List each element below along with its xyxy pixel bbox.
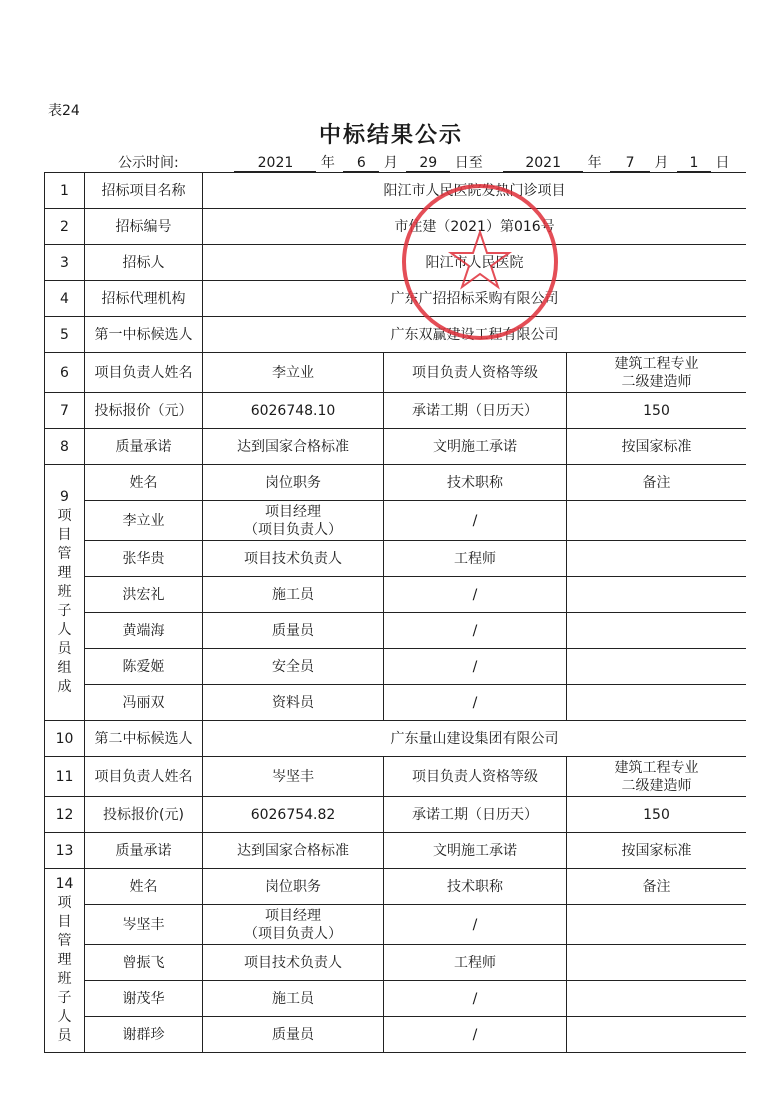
year-unit: 年 — [320, 155, 335, 171]
member-post: 项目技术负责人 — [203, 945, 384, 981]
row-number: 2 — [45, 209, 85, 245]
row-number: 1 — [45, 173, 85, 209]
field-value: 广东双赢建设工程有限公司 — [203, 317, 747, 353]
field-label: 招标人 — [85, 245, 203, 281]
row-number: 6 — [45, 353, 85, 393]
field-label: 第二中标候选人 — [85, 721, 203, 757]
row-number: 7 — [45, 393, 85, 429]
member-title: / — [384, 649, 567, 685]
vertical-char: 理 — [57, 952, 72, 968]
member-name: 岑坚丰 — [85, 905, 203, 945]
member-post: 质量员 — [203, 1017, 384, 1053]
vertical-char: 子 — [57, 603, 72, 619]
team-header-post: 岗位职务 — [203, 869, 384, 905]
table-row — [45, 281, 747, 317]
member-title: / — [384, 501, 567, 541]
end-year: 2021 — [503, 155, 583, 172]
vertical-char: 管 — [57, 546, 72, 562]
day-unit: 日 — [715, 155, 730, 171]
member-note — [567, 649, 747, 685]
member-title: / — [384, 577, 567, 613]
member-title: / — [384, 981, 567, 1017]
table-row — [45, 245, 747, 281]
field-value: 阳江市人民医院发热门诊项目 — [203, 173, 747, 209]
start-day: 29 — [406, 155, 450, 172]
field-label: 第一中标候选人 — [85, 317, 203, 353]
member-name: 曾振飞 — [85, 945, 203, 981]
field-value: 建筑工程专业 二级建造师 — [567, 353, 747, 393]
vertical-char: 项 — [57, 508, 72, 524]
field-value: 6026754.82 — [203, 797, 384, 833]
page-title: 中标结果公示 — [318, 123, 463, 148]
team-header-title: 技术职称 — [384, 465, 567, 501]
table-row — [45, 869, 747, 905]
vertical-char: 项 — [57, 895, 72, 911]
row-number: 10 — [45, 721, 85, 757]
field-value: 阳江市人民医院 — [203, 245, 747, 281]
month-unit: 月 — [383, 155, 398, 171]
end-month: 7 — [610, 155, 650, 172]
team-row — [45, 649, 747, 685]
row-number: 12 — [45, 797, 85, 833]
team-header-note: 备注 — [567, 869, 747, 905]
field-label: 项目负责人资格等级 — [384, 757, 567, 797]
team-row — [45, 501, 747, 541]
member-title: / — [384, 613, 567, 649]
field-label: 文明施工承诺 — [384, 833, 567, 869]
field-value: 广东量山建设集团有限公司 — [203, 721, 747, 757]
member-post: 施工员 — [203, 577, 384, 613]
team-section-label — [45, 869, 85, 1053]
field-label: 承诺工期（日历天） — [384, 393, 567, 429]
row-number: 13 — [45, 833, 85, 869]
vertical-char: 成 — [57, 679, 72, 695]
team-header-post: 岗位职务 — [203, 465, 384, 501]
field-label: 文明施工承诺 — [384, 429, 567, 465]
team-header-title: 技术职称 — [384, 869, 567, 905]
field-label: 质量承诺 — [85, 429, 203, 465]
member-note — [567, 685, 747, 721]
vertical-char: 组 — [57, 660, 72, 676]
field-label: 招标项目名称 — [85, 173, 203, 209]
table-row — [45, 833, 747, 869]
field-value: 6026748.10 — [203, 393, 384, 429]
month-unit: 月 — [654, 155, 669, 171]
member-note — [567, 981, 747, 1017]
team-row — [45, 685, 747, 721]
field-label: 项目负责人资格等级 — [384, 353, 567, 393]
field-value: 150 — [567, 393, 747, 429]
member-post: 资料员 — [203, 685, 384, 721]
member-name: 李立业 — [85, 501, 203, 541]
team-section-label — [45, 465, 85, 721]
member-title: / — [384, 905, 567, 945]
field-value: 达到国家合格标准 — [203, 429, 384, 465]
member-post: 安全员 — [203, 649, 384, 685]
vertical-char: 人 — [57, 1009, 72, 1025]
field-label: 投标报价（元） — [85, 393, 203, 429]
table-row — [45, 393, 747, 429]
member-note — [567, 945, 747, 981]
field-value: 150 — [567, 797, 747, 833]
table-row — [45, 465, 747, 501]
team-header-name: 姓名 — [85, 869, 203, 905]
member-post: 施工员 — [203, 981, 384, 1017]
announcement-period — [118, 152, 733, 172]
member-note — [567, 577, 747, 613]
row-number: 3 — [45, 245, 85, 281]
member-note — [567, 613, 747, 649]
member-title: 工程师 — [384, 945, 567, 981]
table-row — [45, 173, 747, 209]
member-title: 工程师 — [384, 541, 567, 577]
member-post: 项目经理 （项目负责人） — [203, 501, 384, 541]
member-name: 洪宏礼 — [85, 577, 203, 613]
field-label: 投标报价(元) — [85, 797, 203, 833]
table-row — [45, 353, 747, 393]
table-row — [45, 209, 747, 245]
team-header-note: 备注 — [567, 465, 747, 501]
year-unit: 年 — [587, 155, 602, 171]
end-day: 1 — [677, 155, 711, 172]
field-value: 岑坚丰 — [203, 757, 384, 797]
vertical-char: 管 — [57, 933, 72, 949]
member-name: 冯丽双 — [85, 685, 203, 721]
field-label: 项目负责人姓名 — [85, 353, 203, 393]
team-row — [45, 613, 747, 649]
field-value: 广东广招招标采购有限公司 — [203, 281, 747, 317]
member-post: 项目经理 （项目负责人） — [203, 905, 384, 945]
table-label: 表24 — [48, 103, 80, 119]
member-note — [567, 1017, 747, 1053]
section-number: 9 — [60, 489, 69, 505]
section-number: 14 — [55, 876, 74, 892]
row-number: 8 — [45, 429, 85, 465]
field-value: 按国家标准 — [567, 429, 747, 465]
vertical-char: 人 — [57, 622, 72, 638]
member-post: 质量员 — [203, 613, 384, 649]
team-row — [45, 945, 747, 981]
field-value: 按国家标准 — [567, 833, 747, 869]
field-value: 达到国家合格标准 — [203, 833, 384, 869]
team-row — [45, 981, 747, 1017]
field-label: 项目负责人姓名 — [85, 757, 203, 797]
vertical-char: 班 — [57, 584, 72, 600]
vertical-char: 目 — [57, 914, 72, 930]
member-title: / — [384, 1017, 567, 1053]
row-number: 4 — [45, 281, 85, 317]
team-row — [45, 541, 747, 577]
member-name: 谢群珍 — [85, 1017, 203, 1053]
vertical-char: 目 — [57, 527, 72, 543]
member-post: 项目技术负责人 — [203, 541, 384, 577]
team-header-name: 姓名 — [85, 465, 203, 501]
table-row — [45, 757, 747, 797]
member-note — [567, 905, 747, 945]
team-row — [45, 577, 747, 613]
member-name: 陈爱姬 — [85, 649, 203, 685]
member-note — [567, 541, 747, 577]
field-value: 李立业 — [203, 353, 384, 393]
member-name: 谢茂华 — [85, 981, 203, 1017]
vertical-char: 员 — [57, 641, 72, 657]
team-row — [45, 1017, 747, 1053]
result-table — [44, 172, 746, 1053]
table-row — [45, 721, 747, 757]
period-label: 公示时间: — [118, 155, 179, 171]
field-value: 建筑工程专业 二级建造师 — [567, 757, 747, 797]
row-number: 11 — [45, 757, 85, 797]
field-label: 招标代理机构 — [85, 281, 203, 317]
field-value: 市住建（2021）第016号 — [203, 209, 747, 245]
field-label: 承诺工期（日历天） — [384, 797, 567, 833]
member-name: 张华贵 — [85, 541, 203, 577]
team-row — [45, 905, 747, 945]
table-row — [45, 797, 747, 833]
member-name: 黄端海 — [85, 613, 203, 649]
start-month: 6 — [343, 155, 379, 172]
vertical-char: 理 — [57, 565, 72, 581]
vertical-char: 子 — [57, 990, 72, 1006]
member-title: / — [384, 685, 567, 721]
table-row — [45, 429, 747, 465]
row-number: 5 — [45, 317, 85, 353]
member-note — [567, 501, 747, 541]
table-row — [45, 317, 747, 353]
start-year: 2021 — [234, 155, 316, 172]
vertical-char: 员 — [57, 1028, 72, 1044]
field-label: 质量承诺 — [85, 833, 203, 869]
field-label: 招标编号 — [85, 209, 203, 245]
result-table-wrapper — [44, 172, 746, 1106]
day-to: 日至 — [454, 155, 483, 171]
vertical-char: 班 — [57, 971, 72, 987]
